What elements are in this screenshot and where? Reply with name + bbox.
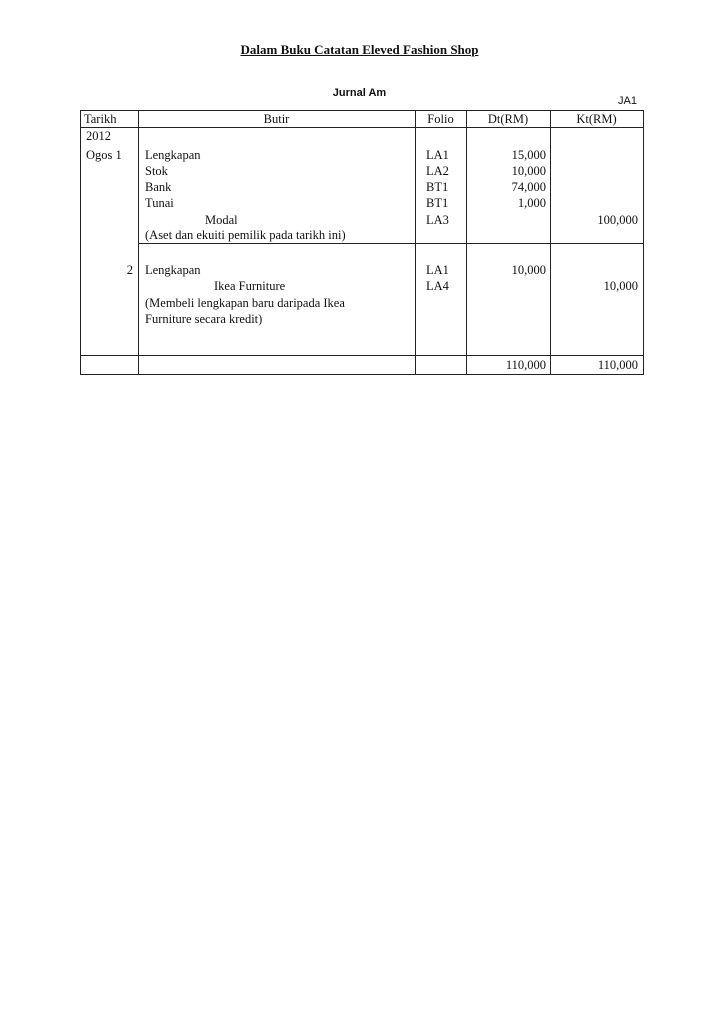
entry2-account: Lengkapan — [145, 263, 201, 277]
entry1-folio: LA1 — [426, 148, 449, 162]
entry1-credit-account: Modal — [205, 213, 238, 227]
journal-reference: JA1 — [618, 95, 637, 107]
entry2-credit: 10,000 — [603, 279, 638, 293]
entry1-account: Stok — [145, 164, 168, 178]
entry1-folio: LA3 — [426, 213, 449, 227]
header-credit: Kt(RM) — [576, 112, 617, 126]
total-credit: 110,000 — [597, 358, 638, 372]
entry1-folio: BT1 — [426, 180, 449, 194]
header-debit: Dt(RM) — [487, 112, 529, 126]
journal-title: Jurnal Am — [332, 87, 387, 99]
date-column-divider — [138, 110, 139, 375]
entry2-folio: LA4 — [426, 279, 449, 293]
entry1-debit: 74,000 — [511, 180, 546, 194]
entry2-folio: LA1 — [426, 263, 449, 277]
entry1-narration: (Aset dan ekuiti pemilik pada tarikh ini) — [145, 228, 346, 242]
entry1-credit: 100,000 — [597, 213, 638, 227]
entry1-debit: 1,000 — [517, 196, 546, 210]
table-right-border — [643, 110, 644, 375]
year-cell: 2012 — [86, 129, 111, 143]
header-date: Tarikh — [84, 112, 117, 126]
page-title: Dalam Buku Catatan Eleved Fashion Shop — [240, 42, 479, 57]
entry1-separator — [138, 243, 644, 244]
table-left-border — [80, 110, 81, 375]
header-folio: Folio — [427, 112, 454, 126]
particulars-column-divider — [415, 110, 416, 375]
entry1-folio: BT1 — [426, 196, 449, 210]
entry2-debit: 10,000 — [511, 263, 546, 277]
entry1-date: Ogos 1 — [86, 148, 122, 162]
header-particulars: Butir — [263, 112, 290, 126]
entry1-debit: 10,000 — [511, 164, 546, 178]
journal-table — [80, 110, 644, 375]
total-debit: 110,000 — [505, 358, 546, 372]
header-bottom-border — [80, 127, 644, 128]
entry1-account: Tunai — [145, 196, 174, 210]
table-bottom-border — [80, 374, 644, 375]
debit-column-divider — [550, 110, 551, 375]
entry1-account: Bank — [145, 180, 172, 194]
totals-separator — [80, 355, 644, 356]
entry1-debit: 15,000 — [511, 148, 546, 162]
entry1-account: Lengkapan — [145, 148, 201, 162]
entry2-date: 2 — [126, 263, 133, 277]
entry2-narration-line2: Furniture secara kredit) — [145, 312, 263, 326]
entry2-narration-line1: (Membeli lengkapan baru daripada Ikea — [145, 296, 345, 310]
entry1-folio: LA2 — [426, 164, 449, 178]
entry2-credit-account: Ikea Furniture — [214, 279, 286, 293]
